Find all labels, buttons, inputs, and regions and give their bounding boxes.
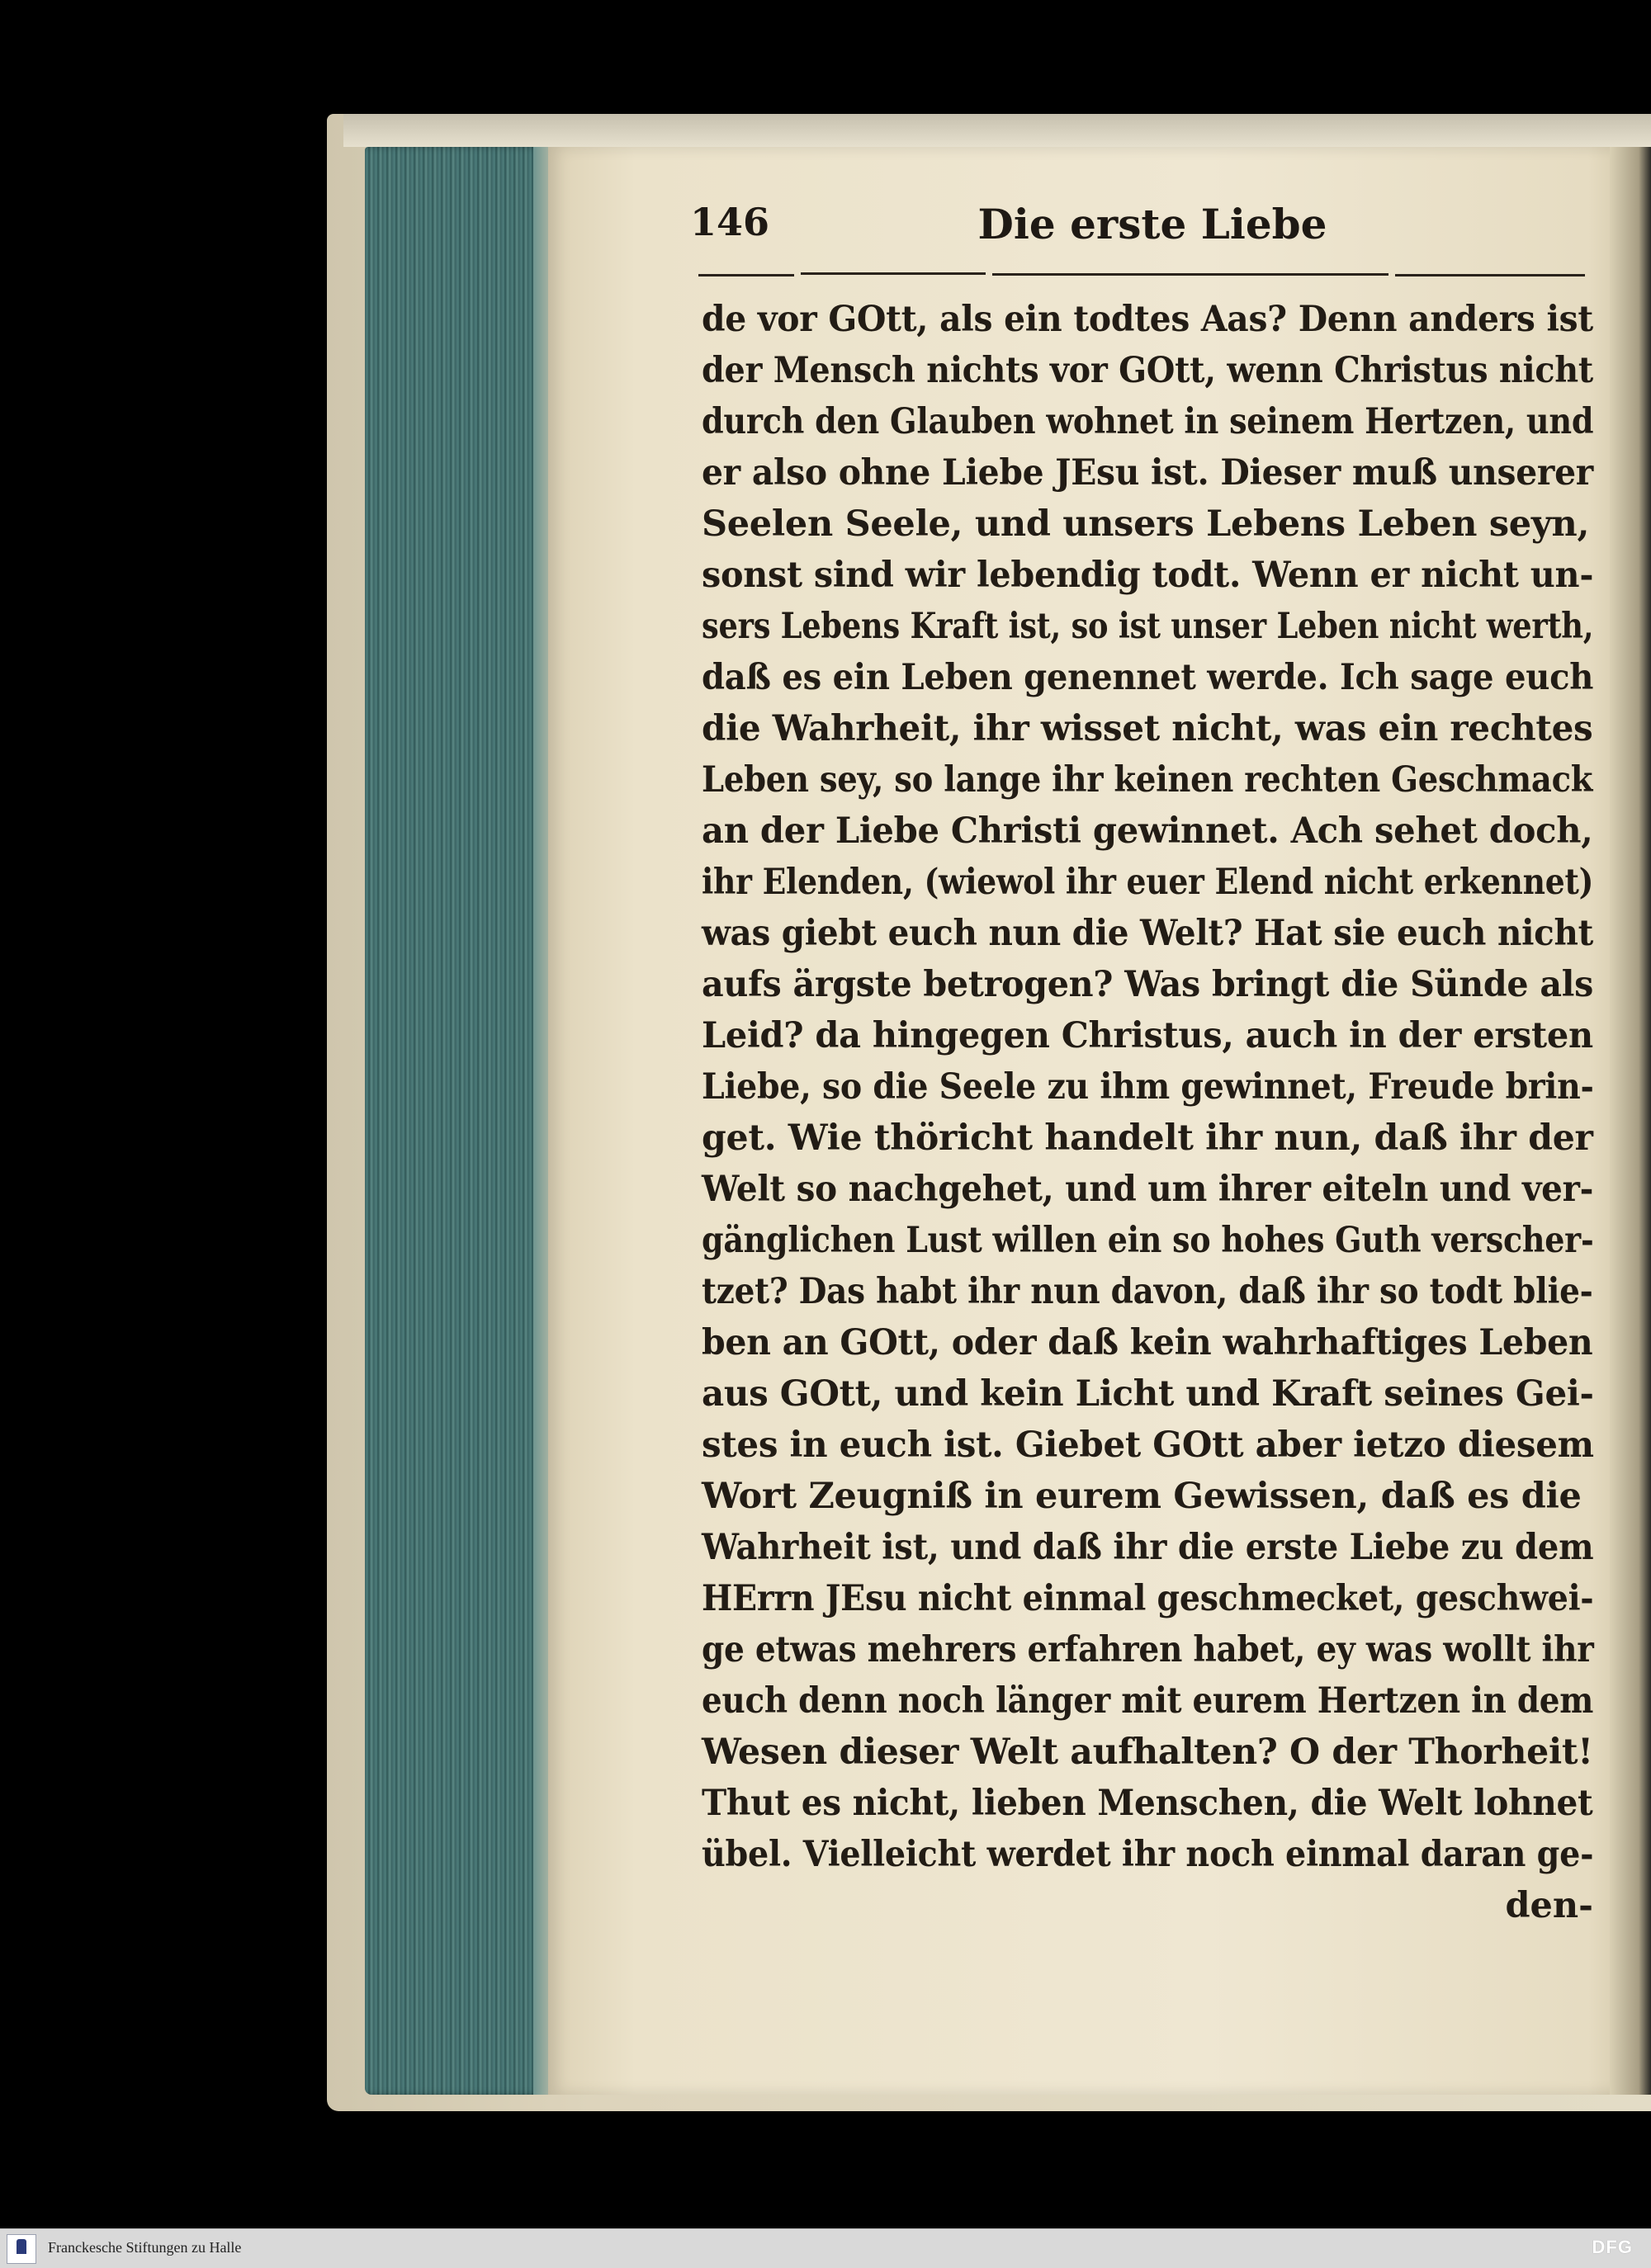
text-line: was giebt euch nun die Welt? Hat sie euch nicht	[702, 913, 1594, 954]
book-cover-top-edge	[343, 114, 1651, 147]
foundation-logo-icon	[7, 2234, 36, 2264]
text-line: get. Wie thöricht handelt ihr nun, daß ihr der	[702, 1117, 1593, 1159]
text-line: euch denn noch länger mit eurem Hertzen in dem	[702, 1680, 1594, 1722]
text-line: daß es ein Leben genennet werde. Ich sage euch	[702, 657, 1594, 698]
book-gutter	[1610, 147, 1651, 2095]
text-line: aufs ärgste betrogen? Was bringt die Sünde als	[702, 964, 1594, 1005]
text-line: gänglichen Lust willen ein so hohes Guth verscher-	[702, 1220, 1594, 1261]
text-line: HErrn JEsu nicht einmal geschmecket, geschwei-	[702, 1578, 1594, 1619]
text-line: aus GOtt, und kein Licht und Kraft seines Gei-	[702, 1373, 1594, 1415]
text-line: Welt so nachgehet, und um ihrer eiteln und ver-	[702, 1169, 1594, 1210]
footer-dfg-logo: DFG	[1592, 2237, 1633, 2257]
header-rule	[801, 272, 986, 275]
text-line: Wesen dieser Welt aufhalten? O der Thorheit!	[702, 1732, 1593, 1773]
text-line: sonst sind wir lebendig todt. Wenn er nicht un-	[702, 555, 1594, 596]
text-line: stes in euch ist. Giebet GOtt aber ietzo diesem	[702, 1425, 1594, 1466]
text-line: Thut es nicht, lieben Menschen, die Welt lohnet	[702, 1783, 1593, 1824]
running-title: Die erste Liebe	[977, 200, 1327, 248]
text-line: sers Lebens Kraft ist, so ist unser Leben nicht werth,	[702, 606, 1594, 647]
text-line: er also ohne Liebe JEsu ist. Dieser muß unserer	[702, 452, 1594, 494]
text-line: der Mensch nichts vor GOtt, wenn Christus nicht	[702, 350, 1593, 391]
text-line: an der Liebe Christi gewinnet. Ach sehet doch,	[702, 810, 1593, 852]
footer-bar	[0, 2228, 1651, 2268]
text-line: ihr Elenden, (wiewol ihr euer Elend nicht erkennet)	[702, 862, 1594, 903]
footer-institution: Franckesche Stiftungen zu Halle	[48, 2239, 242, 2256]
foundation-logo-mark	[17, 2239, 26, 2254]
text-line: die Wahrheit, ihr wisset nicht, was ein rechtes	[702, 708, 1593, 749]
catchword: den-	[1505, 1885, 1593, 1926]
text-line: ge etwas mehrers erfahren habet, ey was wollt ihr	[702, 1629, 1594, 1670]
text-line: tzet? Das habt ihr nun davon, daß ihr so todt blie-	[702, 1271, 1593, 1312]
text-line: ben an GOtt, oder daß kein wahrhaftiges Leben	[702, 1322, 1593, 1363]
text-line: de vor GOtt, als ein todtes Aas? Denn anders ist	[702, 299, 1593, 340]
text-line: Leben sey, so lange ihr keinen rechten Geschmack	[702, 759, 1593, 801]
text-line: übel. Vielleicht werdet ihr noch einmal daran ge-	[702, 1834, 1594, 1875]
text-line: Liebe, so die Seele zu ihm gewinnet, Freude brin-	[702, 1066, 1594, 1108]
page-block-edge	[365, 147, 558, 2095]
running-head	[690, 200, 1620, 266]
text-line: Wort Zeugniß in eurem Gewissen, daß es die	[702, 1476, 1582, 1517]
text-line: durch den Glauben wohnet in seinem Hertzen, und	[702, 401, 1594, 442]
header-rule	[1395, 274, 1585, 276]
text-line: Seelen Seele, und unsers Lebens Leben seyn,	[702, 503, 1590, 545]
text-line: Leid? da hingegen Christus, auch in der ersten	[702, 1015, 1593, 1056]
page-number: 146	[690, 200, 770, 244]
text-line: Wahrheit ist, und daß ihr die erste Liebe zu dem	[702, 1527, 1594, 1568]
header-rule	[698, 274, 794, 276]
header-rule	[992, 273, 1388, 276]
